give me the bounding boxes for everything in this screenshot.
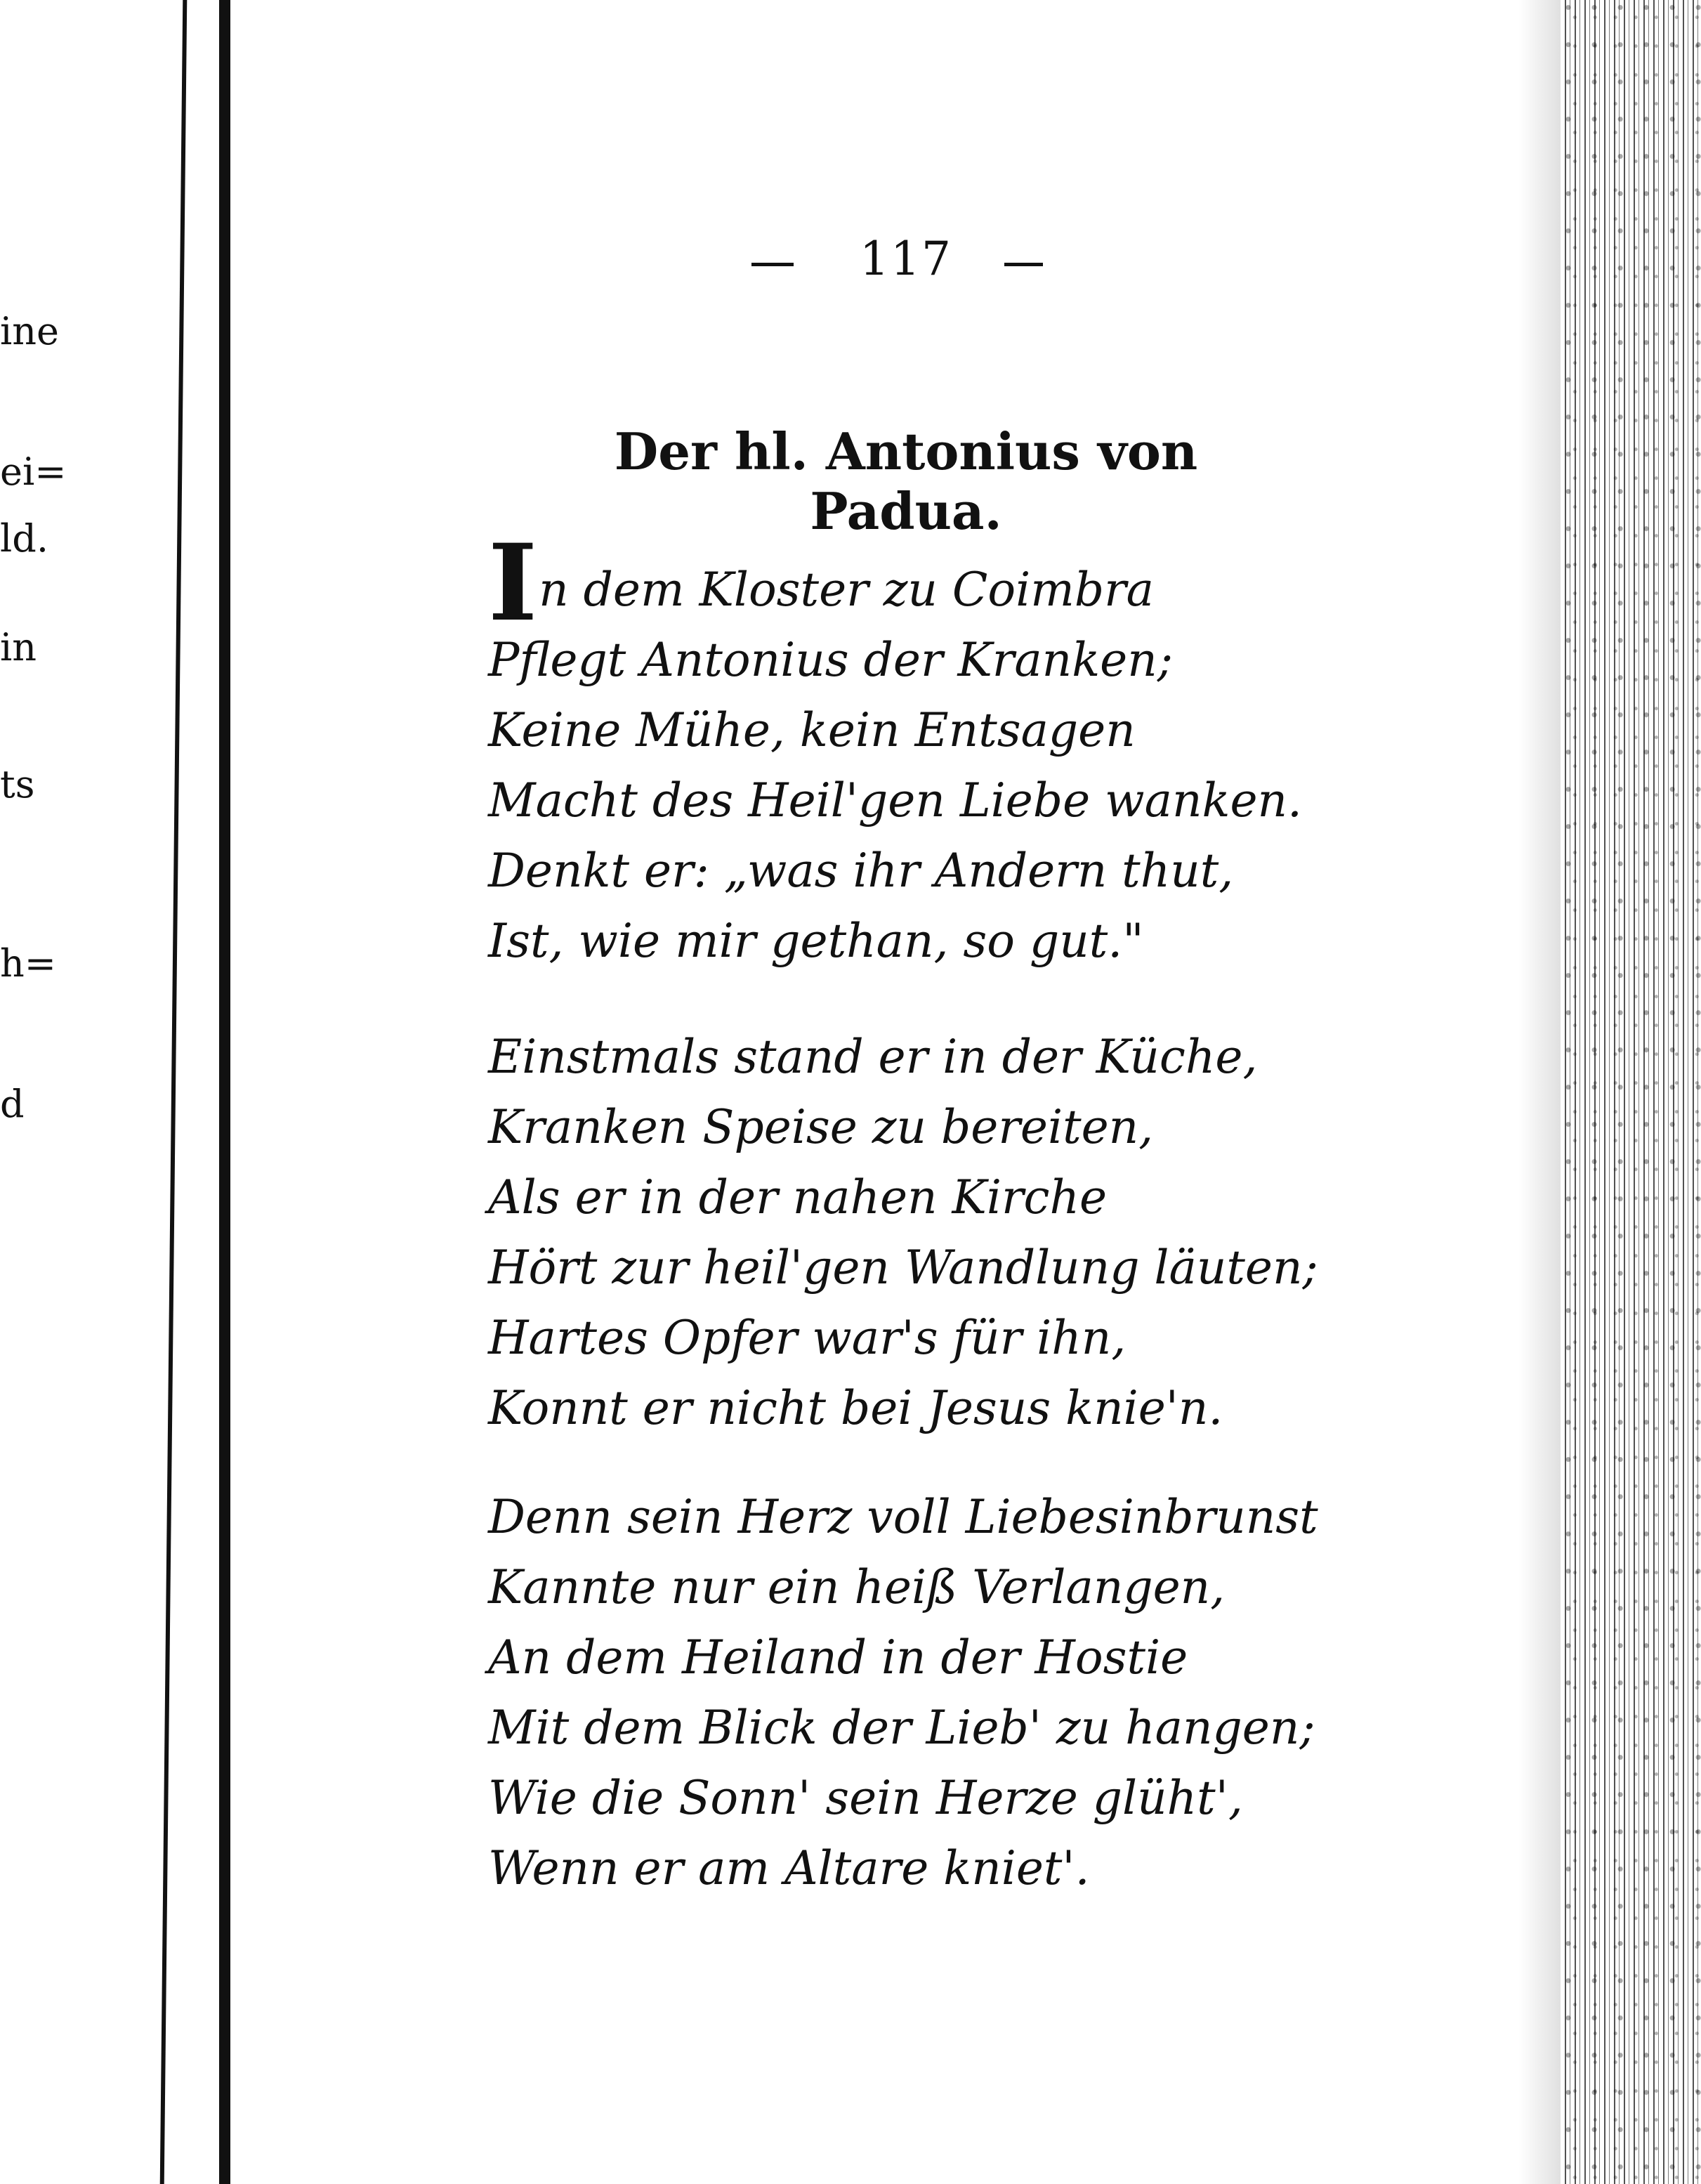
verse-line: An dem Heiland in der Hostie <box>488 1630 1188 1685</box>
left-page-fragment: ts <box>0 762 35 806</box>
page-number: 117 <box>860 232 952 286</box>
left-gutter-edge <box>219 0 230 2184</box>
verse-line: Keine Mühe, kein Entsagen <box>488 703 1136 757</box>
verse-line: Hört zur heil'gen Wandlung läuten; <box>488 1241 1318 1295</box>
left-page-fragment: ine <box>0 309 60 353</box>
left-page-fragment: ei= <box>0 450 67 494</box>
stanza-2 <box>488 1022 1318 1444</box>
verse-line-text: n dem Kloster zu Coimbra <box>539 563 1154 617</box>
verse-line: Kannte nur ein heiß Verlangen, <box>488 1560 1226 1614</box>
verse-line: Als er in der nahen Kirche <box>488 1170 1108 1224</box>
verse-line: Einstmals stand er in der Küche, <box>488 1030 1258 1084</box>
verse-line: Kranken Speise zu bereiten, <box>488 1100 1154 1154</box>
poem-title: Der hl. Antonius von Padua. <box>614 421 1198 541</box>
left-page-fragment: ld. <box>0 516 49 561</box>
verse-line: Macht des Heil'gen Liebe wanken. <box>488 773 1302 828</box>
verse-line: Wie die Sonn' sein Herze glüht', <box>488 1771 1243 1825</box>
page-number-dash-right <box>1004 263 1043 266</box>
stanza-1 <box>488 521 1302 976</box>
page-edge-shadow <box>1518 0 1561 2184</box>
verse-line: Konnt er nicht bei Jesus knie'n. <box>488 1381 1223 1435</box>
left-page-fragment: in <box>0 625 37 669</box>
page-edge-speckle <box>1561 0 1701 2184</box>
verse-line: Hartes Opfer war's für ihn, <box>488 1311 1127 1365</box>
drop-cap: I <box>488 521 538 645</box>
verse-line: Denkt er: „was ihr Andern thut, <box>488 844 1234 898</box>
verse-line: Mit dem Blick der Lieb' zu hangen; <box>488 1701 1315 1755</box>
left-page-fragment: h= <box>0 941 57 986</box>
verse-line: Pflegt Antonius der Kranken; <box>488 633 1173 687</box>
verse-line: Ist, wie mir gethan, so gut." <box>488 914 1144 968</box>
left-facing-page <box>0 0 169 2184</box>
stanza-3 <box>488 1482 1318 1904</box>
left-page-fragment: d <box>0 1082 25 1126</box>
verse-line: Denn sein Herz voll Liebesinbrunst <box>488 1490 1318 1544</box>
verse-line <box>488 521 1302 645</box>
verse-line: Wenn er am Altare kniet'. <box>488 1841 1090 1895</box>
